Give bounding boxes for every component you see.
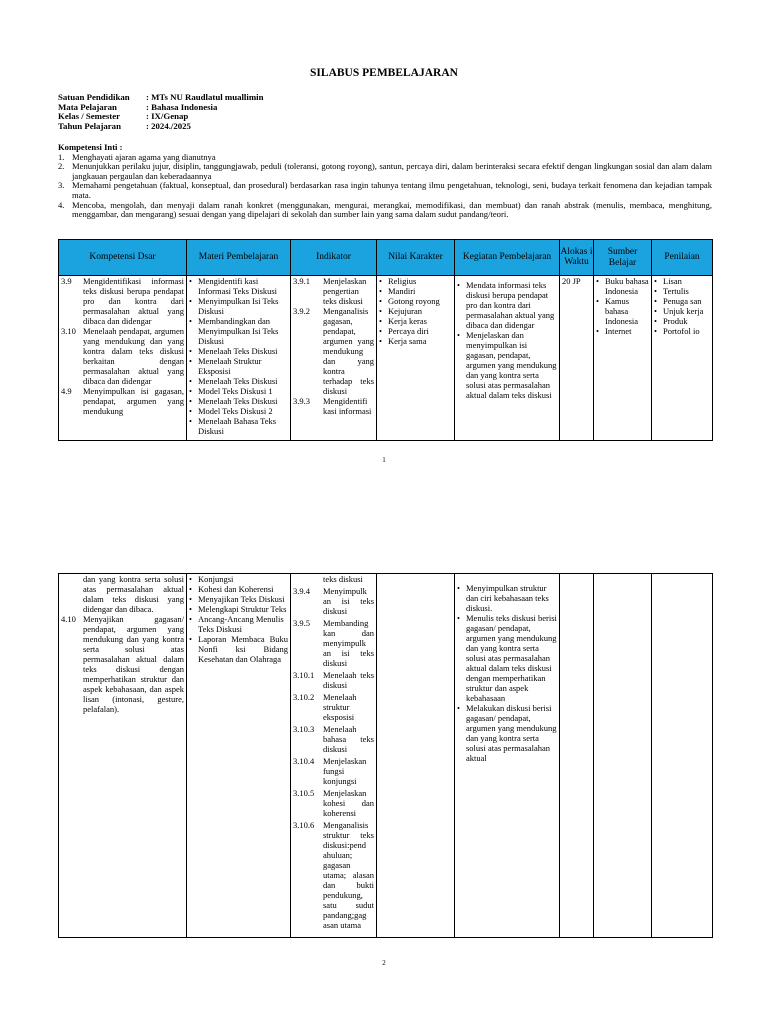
- penilaian-cell: [652, 276, 713, 441]
- bullet-icon: •: [189, 574, 192, 584]
- materi-text: Konjungsi: [198, 574, 234, 584]
- nilai-item: [379, 286, 452, 296]
- bullet-icon: •: [379, 336, 382, 346]
- nilai-item: [379, 296, 452, 306]
- kd-text: Menelaah pendapat, argumen yang mendukung dan yang kontra dalam teks diskusi berkaitan dengan permasalahan aktual yang dibaca dan didengar: [83, 326, 184, 386]
- penilaian-item: [654, 316, 710, 326]
- header-materi: Materi Pembelajaran: [187, 240, 291, 276]
- nilai-text: Gotong royong: [388, 296, 440, 306]
- kegiatan-text: Menyimpulkan struktur dan ciri kebahasaan teks diskusi.: [466, 583, 549, 613]
- sumber-cell: [594, 574, 652, 938]
- materi-item: [189, 634, 288, 664]
- page-number: 2: [382, 959, 386, 967]
- indikator-text: Menelaah teks diskusi: [323, 670, 374, 690]
- bullet-icon: •: [457, 330, 460, 340]
- materi-item: [189, 604, 288, 614]
- bullet-icon: •: [654, 316, 657, 326]
- indikator-text: Mengidentifi kasi informasi: [323, 396, 372, 416]
- penilaian-item: [654, 286, 710, 296]
- penilaian-cell: [652, 574, 713, 938]
- ki-text: Mencoba, mengolah, dan menyaji dalam ranah konkret (menggunakan, mengurai, merangkai, memodifikasi, dan membuat) dan ranah abstrak (menulis, membaca, menghitung, menggambar, dan mengarang) sesuai dengan yang dipelajari di sekolah dan sumber lain yang sama dalam sudut pandang/teori.: [72, 199, 712, 220]
- indikator-text: Menelaah struktur eksposisi: [323, 692, 357, 722]
- ki-number: 4.: [58, 199, 65, 210]
- bullet-icon: •: [379, 286, 382, 296]
- bullet-icon: •: [189, 356, 192, 366]
- nilai-item: [379, 316, 452, 326]
- kompetensi-inti: [58, 143, 712, 220]
- bullet-icon: •: [189, 604, 192, 614]
- indikator-entry: [293, 276, 374, 306]
- info-label: Kelas / Semester: [58, 111, 121, 122]
- bullet-icon: •: [189, 296, 192, 306]
- bullet-icon: •: [457, 703, 460, 713]
- ki-number: 3.: [58, 180, 65, 191]
- info-label: Tahun Pelajaran: [58, 120, 121, 131]
- indikator-entry: [293, 618, 374, 668]
- alokasi-cell: 20 JP: [560, 276, 594, 441]
- kd-text: dan yang kontra serta solusi atas permasalahan aktual dalam teks diskusi yang didengar dan dibaca.: [83, 574, 184, 614]
- kegiatan-item: [457, 703, 557, 763]
- materi-text: Kohesi dan Koherensi: [198, 584, 274, 594]
- kd-number: 3.9: [61, 276, 72, 286]
- ki-number: 2.: [58, 161, 65, 172]
- syllabus-table-page-1: [58, 239, 713, 441]
- info-row: [58, 122, 263, 132]
- indikator-entry: [293, 724, 374, 754]
- indikator-number: 3.10.2: [293, 692, 315, 702]
- penilaian-item: [654, 326, 710, 336]
- bullet-icon: •: [189, 406, 192, 416]
- ki-item: [58, 201, 712, 220]
- bullet-icon: •: [379, 326, 382, 336]
- bullet-icon: •: [596, 296, 599, 306]
- indikator-text: Membanding kan dan menyimpulk an isi teks diskusi: [323, 618, 374, 668]
- bullet-icon: •: [457, 613, 460, 623]
- materi-text: Ancang-Ancang Menulis Teks Diskusi: [198, 614, 284, 634]
- materi-text: Mengidentifi kasi Informasi Teks Diskusi: [198, 276, 278, 296]
- indikator-number: 3.10.4: [293, 756, 315, 766]
- kegiatan-text: Mendata informasi teks diskusi berupa pendapat pro dan kontra dari permasalahan aktual yang dibaca dan didengar: [466, 280, 555, 330]
- header-kegiatan: Kegiatan Pembelajaran: [455, 240, 560, 276]
- nilai-item: [379, 336, 452, 346]
- ki-heading: Kompetensi Inti :: [58, 142, 123, 152]
- kd-number: [61, 574, 83, 614]
- materi-item: [189, 386, 288, 396]
- indikator-text: Menelaah bahasa teks diskusi: [323, 724, 374, 754]
- bullet-icon: •: [379, 306, 382, 316]
- indikator-text: Menganalisis struktur teks diskusi:pend ahuluan; gagasan utama; alasan dan bukti pendukung, satu sudut pandang;gag asan utama: [323, 820, 374, 930]
- ki-text: Menunjukkan perilaku jujur, disiplin, tanggungjawab, peduli (toleransi, gotong royong), santun, percaya diri, dalam berinteraksi secara efektif dengan lingkungan sosial dan alam dalam jangkauan pergaulan dan keberadaannya: [72, 161, 712, 181]
- materi-item: [189, 356, 288, 376]
- bullet-icon: •: [189, 376, 192, 386]
- indikator-text: Menjelaskan kohesi dan koherensi: [323, 788, 374, 818]
- nilai-item: [379, 326, 452, 336]
- sumber-cell: [594, 276, 652, 441]
- sumber-item: [596, 296, 649, 326]
- header-sumber-belajar: Sumber Belajar: [594, 240, 652, 276]
- materi-item: [189, 574, 288, 584]
- bullet-icon: •: [189, 416, 192, 426]
- penilaian-text: Lisan: [663, 276, 682, 286]
- nilai-text: Kerja keras: [388, 316, 427, 326]
- penilaian-text: Portofol io: [663, 326, 700, 336]
- indikator-entry: [293, 756, 374, 786]
- materi-text: Melengkapi Struktur Teks: [198, 604, 287, 614]
- header-alokasi-waktu: Alokas i Waktu: [560, 240, 594, 276]
- kd-text: Mengidentifikasi informasi teks diskusi berupa pendapat pro dan kontra dari permasalahan aktual yang dibaca dan didengar: [83, 276, 184, 326]
- materi-text: Model Teks Diskusi 1: [198, 386, 273, 396]
- penilaian-item: [654, 296, 710, 306]
- indikator-number: 3.10.1: [293, 670, 315, 680]
- indikator-entry: [293, 788, 374, 818]
- indikator-number: 3.10.5: [293, 788, 315, 798]
- bullet-icon: •: [654, 296, 657, 306]
- indikator-number: [293, 574, 323, 584]
- header-kompetensi-dasar: Kompetensi Dsar: [59, 240, 187, 276]
- materi-item: [189, 416, 288, 436]
- ki-item: [58, 162, 712, 181]
- bullet-icon: •: [654, 286, 657, 296]
- materi-cell: [187, 574, 291, 938]
- nilai-item: [379, 306, 452, 316]
- kegiatan-text: Menulis teks diskusi berisi gagasan/ pendapat, argumen yang mendukung dan yang kontra serta solusi atas permasalahan aktual dalam teks diskusi dengan memperhatikan struktur dan aspek kebahasaan: [466, 613, 557, 703]
- bullet-icon: •: [457, 280, 460, 290]
- nilai-text: Kerja sama: [388, 336, 427, 346]
- materi-text: Menelaah Struktur Eksposisi: [198, 356, 262, 376]
- bullet-icon: •: [189, 276, 192, 286]
- indikator-number: 3.9.3: [293, 396, 310, 406]
- bullet-icon: •: [189, 614, 192, 624]
- bullet-icon: •: [379, 316, 382, 326]
- kegiatan-cell: [455, 574, 560, 938]
- kd-entry: [61, 614, 184, 714]
- penilaian-text: Penuga san: [663, 296, 702, 306]
- materi-item: [189, 406, 288, 416]
- sumber-text: Buku bahasa Indonesia: [605, 276, 649, 296]
- header-nilai-karakter: Nilai Karakter: [377, 240, 455, 276]
- kegiatan-item: [457, 280, 557, 330]
- bullet-icon: •: [379, 276, 382, 286]
- indikator-number: 3.9.4: [293, 586, 310, 596]
- kegiatan-text: Melakukan diskusi berisi gagasan/ pendapat, argumen yang mendukung dan yang kontra serta solusi atas permasalahan aktual: [466, 703, 557, 763]
- kegiatan-item: [457, 613, 557, 703]
- materi-cell: [187, 276, 291, 441]
- indikator-cell: [291, 574, 377, 938]
- kd-number: 4.9: [61, 386, 72, 396]
- materi-item: [189, 584, 288, 594]
- info-value: : 2024./2025: [146, 120, 191, 131]
- nilai-cell: [377, 574, 455, 938]
- kegiatan-text: Menjelaskan dan menyimpulkan isi gagasan, pendapat, argumen yang mendukung dan yang kontra serta solusi atas permasalahan aktual dalam teks diskusi: [466, 330, 557, 400]
- materi-text: Menyajikan Teks Diskusi: [198, 594, 285, 604]
- materi-item: [189, 376, 288, 386]
- bullet-icon: •: [457, 583, 460, 593]
- penilaian-text: Tertulis: [663, 286, 689, 296]
- indikator-text: Menjelaskan pengertian teks diskusi: [323, 276, 367, 306]
- materi-item: [189, 316, 288, 346]
- kd-number: 4.10: [61, 614, 76, 624]
- nilai-text: Mandiri: [388, 286, 416, 296]
- indikator-entry: [293, 586, 374, 616]
- indikator-text: teks diskusi: [323, 574, 363, 584]
- penilaian-item: [654, 276, 710, 286]
- page-title: SILABUS PEMBELAJARAN: [310, 67, 458, 79]
- bullet-icon: •: [654, 326, 657, 336]
- indikator-text: Menjelaskan fungsi konjungsi: [323, 756, 367, 786]
- nilai-item: [379, 276, 452, 286]
- kd-entry: [61, 386, 184, 416]
- bullet-icon: •: [654, 276, 657, 286]
- bullet-icon: •: [596, 276, 599, 286]
- indikator-number: 3.9.5: [293, 618, 310, 628]
- nilai-text: Kejujuran: [388, 306, 422, 316]
- kd-text: Menyimpulkan isi gagasan, pendapat, argumen yang mendukung: [83, 386, 184, 416]
- penilaian-text: Unjuk kerja: [663, 306, 704, 316]
- identity-block: [58, 93, 263, 131]
- indikator-text: Menganalisis gagasan, pendapat, argumen yang mendukung dan yang kontra terhadap teks diskusi: [323, 306, 374, 396]
- bullet-icon: •: [189, 634, 192, 644]
- sumber-text: Internet: [605, 326, 632, 336]
- bullet-icon: •: [379, 296, 382, 306]
- kd-cell: [59, 574, 187, 938]
- ki-text: Memahami pengetahuan (faktual, konseptual, dan prosedural) berdasarkan rasa ingin tahunya tentang ilmu pengetahuan, teknologi, seni, budaya terkait fenomena dan kejadian tampak mata.: [72, 180, 712, 200]
- indikator-text: Menyimpulk an isi teks diskusi: [323, 586, 374, 616]
- ki-item: [58, 181, 712, 200]
- indikator-number: 3.9.1: [293, 276, 310, 286]
- header-penilaian: Penilaian: [652, 240, 713, 276]
- indikator-entry: [293, 306, 374, 396]
- materi-item: [189, 346, 288, 356]
- bullet-icon: •: [596, 326, 599, 336]
- sumber-item: [596, 326, 649, 336]
- indikator-entry: [293, 670, 374, 690]
- materi-item: [189, 296, 288, 316]
- nilai-text: Percaya diri: [388, 326, 429, 336]
- materi-text: Menelaah Teks Diskusi: [198, 376, 278, 386]
- header-indikator: Indikator: [291, 240, 377, 276]
- materi-text: Laporan Membaca Buku Nonfi ksi Bidang Kesehatan dan Olahraga: [198, 634, 288, 664]
- kegiatan-cell: [455, 276, 560, 441]
- materi-item: [189, 276, 288, 296]
- indikator-entry: [293, 396, 374, 416]
- alokasi-cell: [560, 574, 594, 938]
- sumber-text: Kamus bahasa Indonesia: [605, 296, 639, 326]
- kd-entry: [61, 276, 184, 326]
- bullet-icon: •: [189, 386, 192, 396]
- indikator-number: 3.9.2: [293, 306, 310, 316]
- page-number: 1: [382, 456, 386, 464]
- nilai-text: Religius: [388, 276, 417, 286]
- ki-text: Menghayati ajaran agama yang dianutnya: [72, 151, 216, 162]
- kd-text: Menyajikan gagasan/ pendapat, argumen yang mendukung dan yang kontra serta solusi atas permasalahan aktual dalam teks diskusi dengan memperhatikan struktur dan aspek kebahasaan, dan aspek lisan (intonasi, gesture, pelafalan).: [83, 614, 184, 714]
- materi-text: Menelaah Bahasa Teks Diskusi: [198, 416, 277, 436]
- kd-number: 3.10: [61, 326, 76, 336]
- bullet-icon: •: [189, 396, 192, 406]
- info-value: : IX/Genap: [146, 111, 189, 122]
- bullet-icon: •: [189, 594, 192, 604]
- materi-text: Menyimpulkan Isi Teks Diskusi: [198, 296, 279, 316]
- materi-item: [189, 594, 288, 604]
- info-label: Mata Pelajaran: [58, 101, 117, 112]
- indikator-number: 3.10.6: [293, 820, 315, 830]
- kd-cell: [59, 276, 187, 441]
- kd-entry: [61, 574, 184, 614]
- materi-text: Menelaah Teks Diskusi: [198, 396, 278, 406]
- info-label: Satuan Pendidikan: [58, 92, 130, 102]
- kegiatan-item: [457, 583, 557, 613]
- penilaian-text: Produk: [663, 316, 688, 326]
- bullet-icon: •: [654, 306, 657, 316]
- kd-entry: [61, 326, 184, 386]
- bullet-icon: •: [189, 346, 192, 356]
- info-value: : Bahasa Indonesia: [146, 101, 218, 112]
- indikator-entry: [293, 692, 374, 722]
- indikator-entry: [293, 820, 374, 930]
- ki-number: 1.: [58, 151, 65, 162]
- sumber-item: [596, 276, 649, 296]
- info-value: : MTs NU Raudlatul muallimin: [146, 92, 264, 102]
- bullet-icon: •: [189, 316, 192, 326]
- materi-text: Model Teks Diskusi 2: [198, 406, 273, 416]
- nilai-cell: [377, 276, 455, 441]
- bullet-icon: •: [189, 584, 192, 594]
- materi-text: Membandingkan dan Menyimpulkan Isi Teks Diskusi: [198, 316, 279, 346]
- penilaian-item: [654, 306, 710, 316]
- indikator-number: 3.10.3: [293, 724, 315, 734]
- indikator-entry: [293, 574, 374, 584]
- kegiatan-item: [457, 330, 557, 400]
- materi-item: [189, 614, 288, 634]
- indikator-cell: [291, 276, 377, 441]
- materi-text: Menelaah Teks Diskusi: [198, 346, 278, 356]
- materi-item: [189, 396, 288, 406]
- syllabus-table-page-2: [58, 573, 713, 938]
